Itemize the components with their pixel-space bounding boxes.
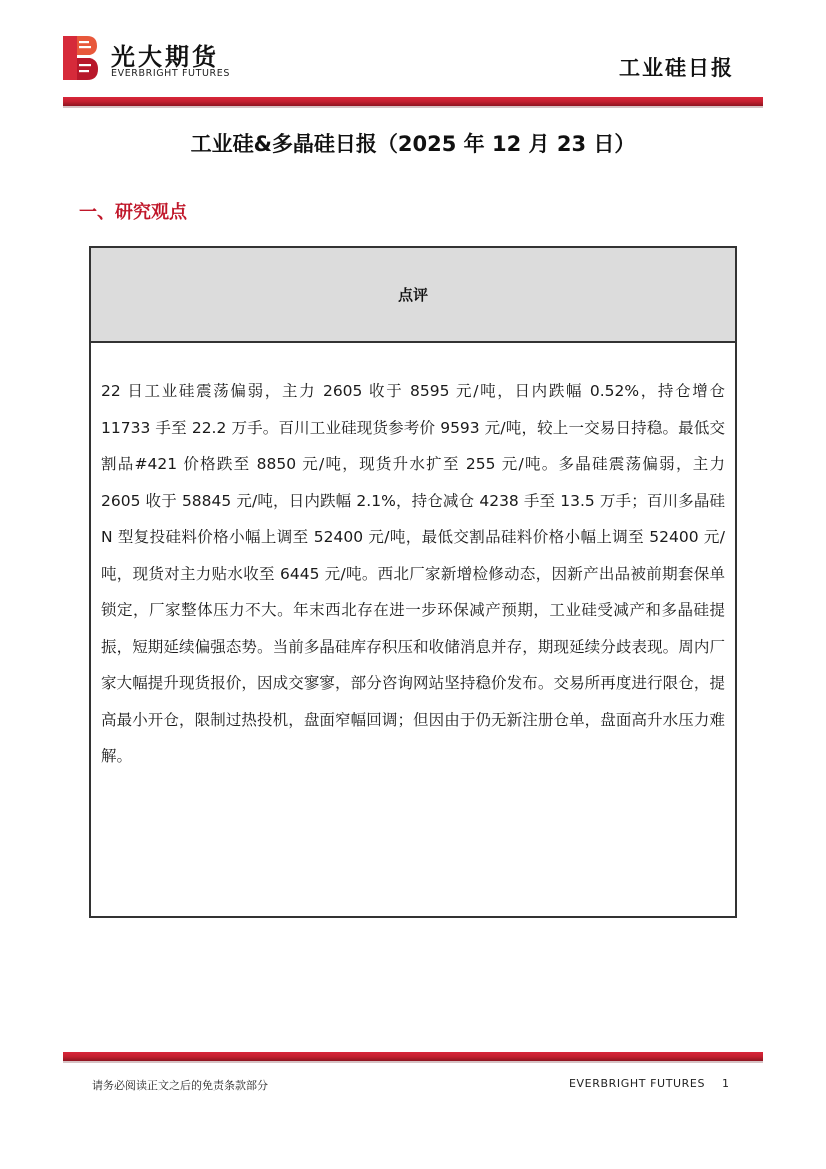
header-divider-shadow bbox=[63, 106, 763, 108]
logo-chinese-name: 光大期货 bbox=[111, 43, 219, 71]
footer-divider-shadow bbox=[63, 1061, 763, 1063]
header-divider-band bbox=[63, 97, 763, 106]
section-heading: 一、研究观点 bbox=[79, 202, 187, 223]
company-logo bbox=[63, 36, 243, 82]
disclaimer-note: 请务必阅读正文之后的免责条款部分 bbox=[92, 1079, 268, 1092]
review-table-body: 22 日工业硅震荡偏弱，主力 2605 收于 8595 元/吨，日内跌幅 0.52%，持仓增仓 11733 手至 22.2 万手。百川工业硅现货参考价 9593 元/吨，较上一交易日持稳。最低交割品#421 价格跌至 8850 元/吨，现货升水扩至 255 元/吨。多晶硅震荡偏弱，主力 2605 收于 58845 元/吨，日内跌幅 2.1%，持仓减仓 4238 手至 13.5 万手；百川多晶硅 N 型复投硅料价格小幅上调至 52400 元/吨，最低交割品硅料价格小幅上调至 52400 元/吨，现货对主力贴水收至 6445 元/吨。西北厂家新增检修动态，因新产出品被前期套保单锁定，厂家整体压力不大。年末西北存在进一步环保减产预期，工业硅受减产和多晶硅提振，短期延续偏强态势。当前多晶硅库存积压和收储消息并存，期现延续分歧表现。周内厂家大幅提升现货报价，因成交寥寥，部分咨询网站坚持稳价发布。交易所再度进行限仓，提高最小开仓，限制过热投机，盘面窄幅回调；但因由于仍无新注册仓单，盘面高升水压力难解。 bbox=[101, 382, 725, 765]
review-table-header: 点评 bbox=[91, 248, 735, 343]
document-title: 工业硅&多晶硅日报（2025 年 12 月 23 日） bbox=[190, 132, 636, 156]
page-number: 1 bbox=[722, 1077, 729, 1090]
logo-english-name: EVERBRIGHT FUTURES bbox=[111, 68, 230, 79]
footer-brand: EVERBRIGHT FUTURES bbox=[569, 1077, 706, 1090]
everbright-logo-icon bbox=[63, 36, 99, 80]
report-name: 工业硅日报 bbox=[619, 56, 734, 80]
review-table bbox=[89, 246, 737, 918]
footer-divider-band bbox=[63, 1052, 763, 1061]
